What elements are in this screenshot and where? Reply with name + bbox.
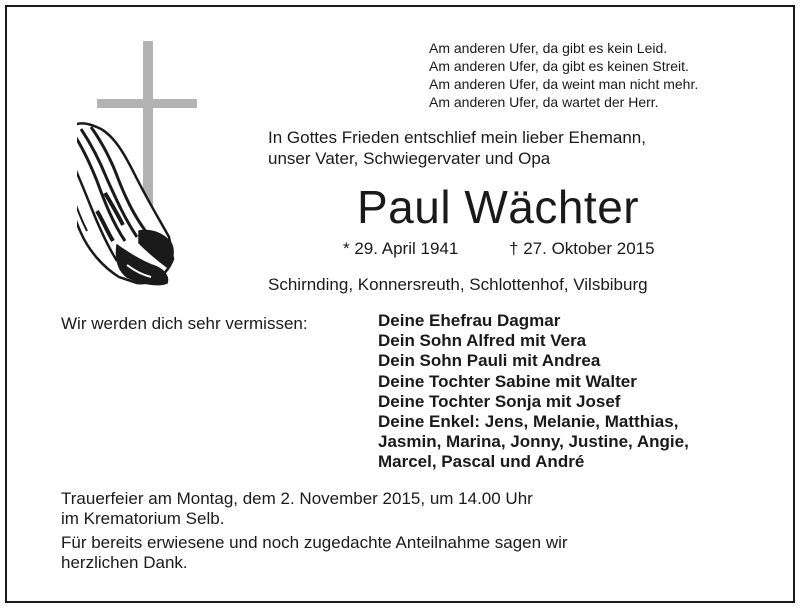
death-date: † 27. Oktober 2015	[509, 239, 655, 258]
miss-text: Wir werden dich sehr vermissen:	[61, 314, 308, 333]
mourner-line: Deine Tochter Sonja mit Josef	[378, 391, 621, 411]
funeral-line: Trauerfeier am Montag, dem 2. November 2015, um 14.00 Uhr	[61, 489, 533, 508]
poem-line: Am anderen Ufer, da weint man nicht mehr.	[429, 76, 699, 92]
poem-line: Am anderen Ufer, da gibt es kein Leid.	[429, 40, 668, 56]
mourner-line: Deine Ehefrau Dagmar	[378, 311, 561, 330]
places: Schirnding, Konnersreuth, Schlottenhof, Vilsbiburg	[268, 275, 648, 294]
poem-line: Am anderen Ufer, da wartet der Herr.	[429, 94, 659, 110]
mourner-line: Dein Sohn Alfred mit Vera	[378, 331, 587, 351]
deceased-name: Paul Wächter	[357, 181, 640, 233]
poem	[429, 39, 698, 111]
intro-line: unser Vater, Schwiegervater und Opa	[268, 149, 551, 168]
mourners-list	[378, 311, 689, 473]
mourner-line: Marcel, Pascal und André	[378, 452, 585, 472]
obituary-card	[5, 5, 795, 603]
thanks-line: herzlichen Dank.	[61, 553, 188, 572]
funeral-info	[61, 489, 533, 529]
mourner-line: Deine Tochter Sabine mit Walter	[378, 371, 637, 391]
intro-text	[268, 127, 646, 169]
thanks-line: Für bereits erwiesene und noch zugedachte Anteilnahme sagen wir	[61, 533, 568, 552]
mourner-line: Dein Sohn Pauli mit Andrea	[378, 351, 601, 371]
memorial-artwork	[77, 41, 227, 291]
birth-date: * 29. April 1941	[343, 239, 459, 258]
thanks-text	[61, 533, 568, 573]
praying-hands-icon	[77, 123, 173, 284]
mourner-line: Deine Enkel: Jens, Melanie, Matthias,	[378, 412, 679, 432]
intro-line: In Gottes Frieden entschlief mein lieber Ehemann,	[268, 128, 646, 147]
funeral-line: im Krematorium Selb.	[61, 509, 225, 528]
life-dates	[343, 239, 655, 259]
mourner-line: Jasmin, Marina, Jonny, Justine, Angie,	[378, 432, 689, 452]
poem-line: Am anderen Ufer, da gibt es keinen Streit.	[429, 58, 689, 74]
